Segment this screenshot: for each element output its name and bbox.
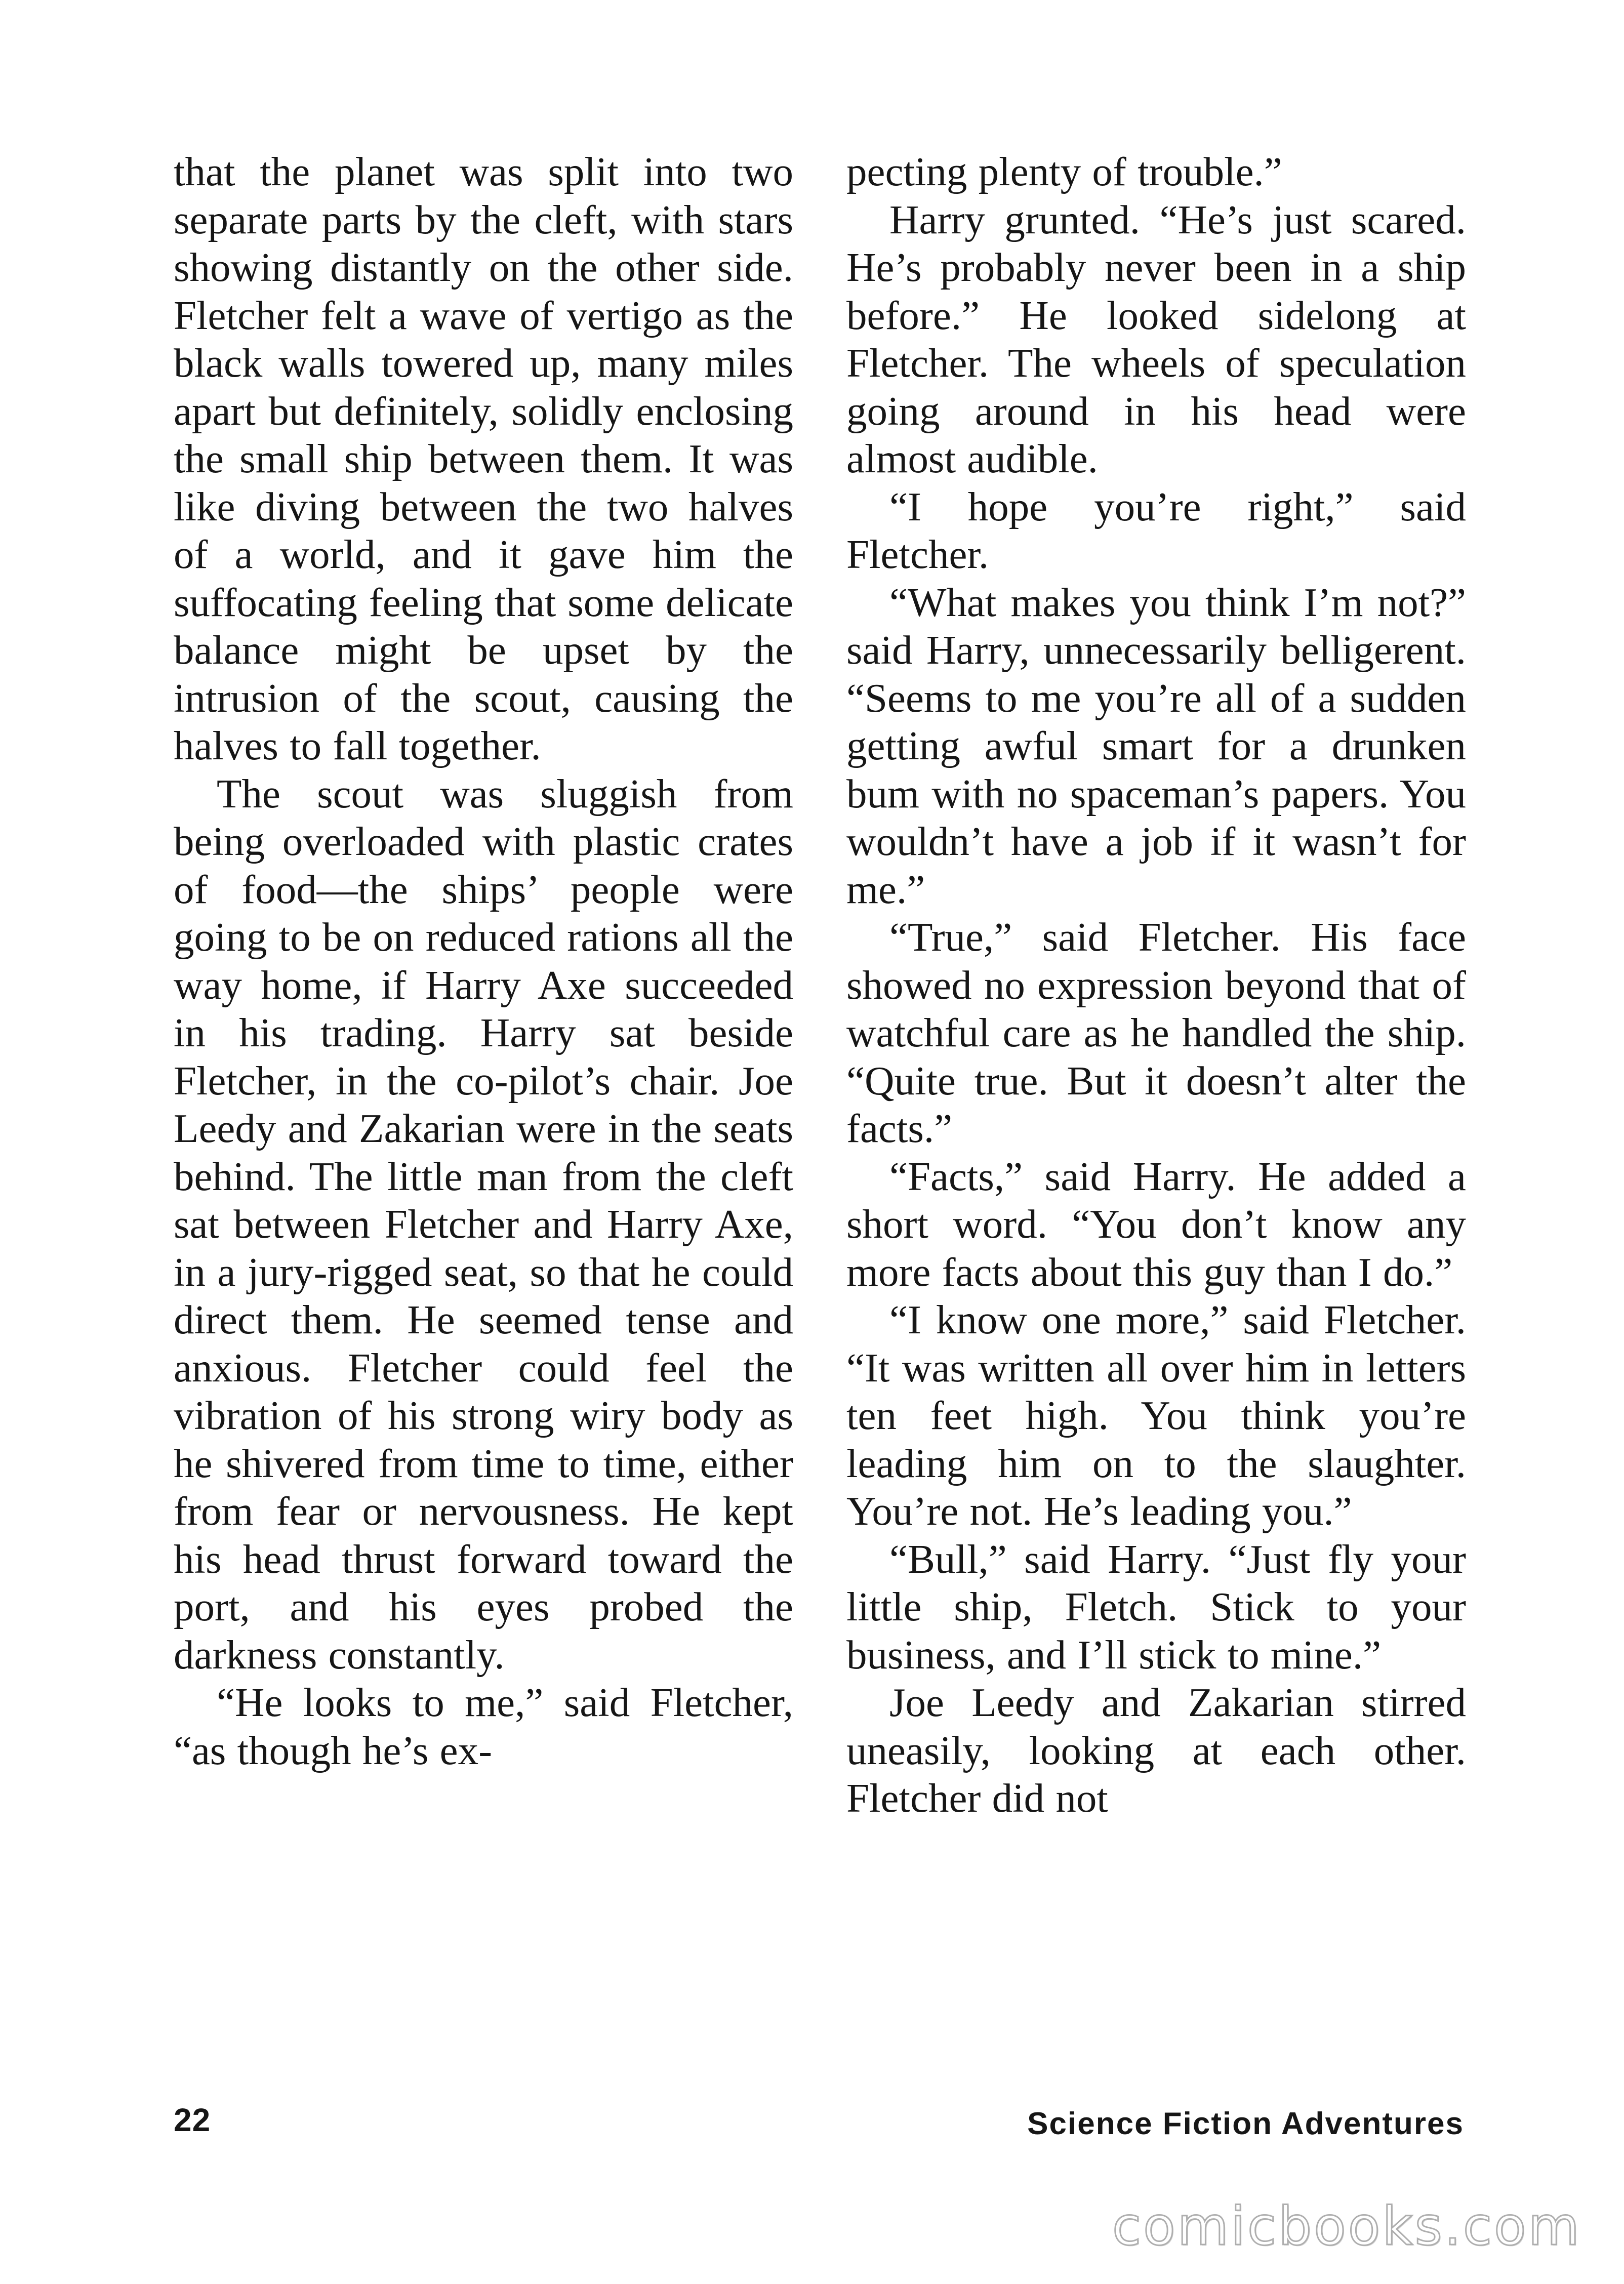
paragraph: Joe Leedy and Zakarian stirred uneasily, looking at each other. Fletcher did not (846, 1680, 1466, 1821)
paragraph: pecting plenty of trouble.” (846, 149, 1282, 194)
paragraph: “What makes you think I’m not?” said Harry, unnecessarily belligerent. “Seems to me you’re all of a sudden getting awful smart for a drunken bum with no spaceman’s papers. You wouldn’t have a job if it wasn’t for me.” (846, 579, 1466, 912)
text-column-left (174, 148, 793, 1774)
paragraph: Harry grunted. “He’s just scared. He’s probably never been in a ship before.” He looked sidelong at Fletcher. The wheels of speculation going around in his head were almost audible. (846, 196, 1466, 481)
paragraph: “I hope you’re right,” said Fletcher. (846, 483, 1466, 577)
paragraph: “Bull,” said Harry. “Just fly your little ship, Fletch. Stick to your business, and I’ll stick to mine.” (846, 1536, 1466, 1678)
paragraph: that the planet was split into two separate parts by the cleft, with stars showing distantly on the other side. Fletcher felt a wave of vertigo as the black walls towered up, many miles apart but definitely, solidly enclosing the small ship between them. It was like diving between the two halves of a world, and it gave him the suffocating feeling that some delicate balance might be upset by the intrusion of the scout, causing the halves to fall together. (174, 149, 793, 768)
paragraph: “Facts,” said Harry. He added a short word. “You don’t know any more facts about this guy than I do.” (846, 1153, 1466, 1295)
running-footer-title: Science Fiction Adventures (1027, 2106, 1464, 2141)
paragraph: “True,” said Fletcher. His face showed no expression beyond that of watchful care as he handled the ship. “Quite true. But it doesn’t alter the facts.” (846, 914, 1466, 1151)
paragraph: The scout was sluggish from being overloaded with plastic crates of food—the ships’ people were going to be on reduced rations all the way home, if Harry Axe succeeded in his trading. Harry sat beside Fletcher, in the co-pilot’s chair. Joe Leedy and Zakarian were in the seats behind. The little man from the cleft sat between Fletcher and Harry Axe, in a jury-rigged seat, so that he could direct them. He seemed tense and anxious. Fletcher could feel the vibration of his strong wiry body as he shivered from time to time, either from fear or nervousness. He kept his head thrust forward toward the port, and his eyes probed the darkness constantly. (174, 770, 793, 1678)
paragraph: “He looks to me,” said Fletcher, “as though he’s ex- (174, 1680, 793, 1773)
watermark: comicbooks.com (1112, 2195, 1581, 2257)
paragraph: “I know one more,” said Fletcher. “It was written all over him in letters ten feet high. You think you’re leading him on to the slaughter. You’re not. He’s leading you.” (846, 1297, 1466, 1534)
page-number: 22 (174, 2102, 211, 2138)
text-column-right (846, 148, 1466, 1822)
